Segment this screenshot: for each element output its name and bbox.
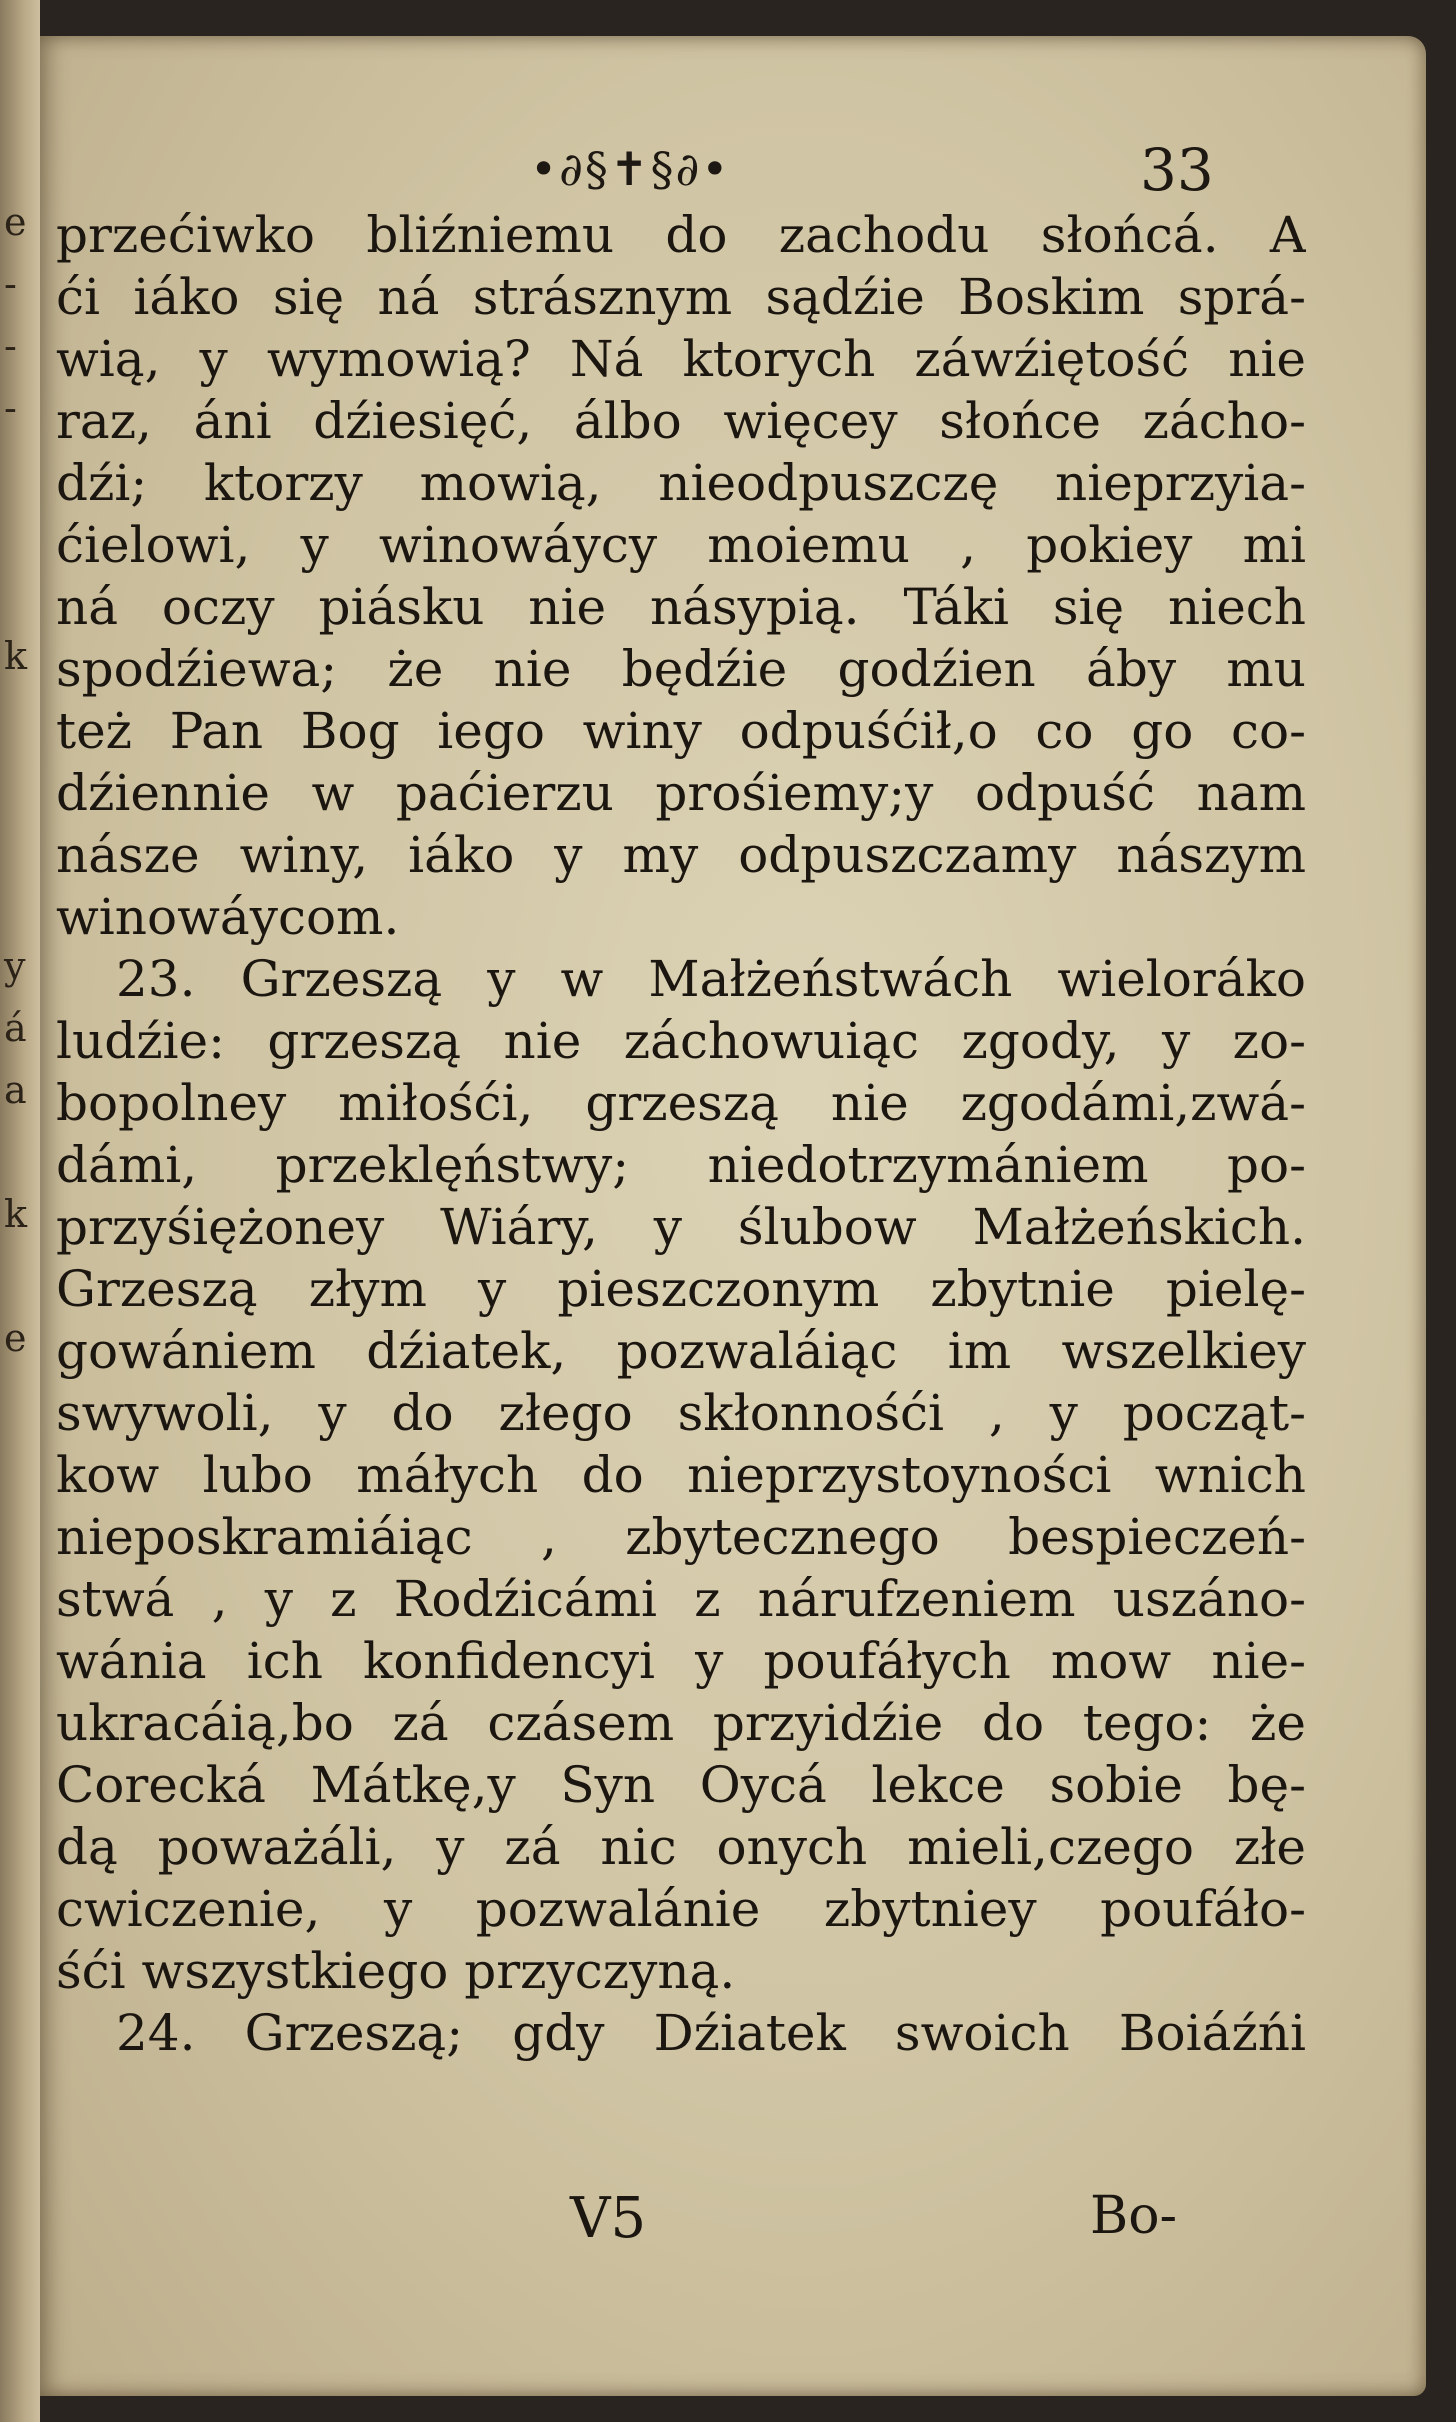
- text-line: dą poważáli, y zá nic onych mieli,czego złe: [56, 1818, 1306, 1876]
- text-line: śći wszystkiego przyczyną.: [56, 1942, 736, 2000]
- text-line: gowániem dźiatek, pozwaláiąc im wszelkiey: [56, 1322, 1306, 1380]
- binding-shadow: [1426, 0, 1456, 2422]
- text-line: Corecká Mátkę,y Syn Oycá lekce sobie bę-: [56, 1756, 1306, 1814]
- text-line: wią, y wymowią? Ná ktorych záwźiętość nie: [56, 330, 1306, 388]
- margin-glyph: -: [4, 324, 17, 368]
- text-line: swywoli, y do złego skłonnośći , y począt-: [56, 1384, 1306, 1442]
- text-line: przyśiężoney Wiáry, y ślubow Małżeńskich.: [56, 1198, 1306, 1256]
- text-line: dámi, przeklęństwy; niedotrzymániem po-: [56, 1136, 1306, 1194]
- text-line: cwiczenie, y pozwalánie zbytniey poufáło-: [56, 1880, 1306, 1938]
- margin-glyph: -: [4, 262, 17, 306]
- text-line: ludźie: grzeszą nie záchowuiąc zgody, y zo-: [56, 1012, 1306, 1070]
- text-line: bopolney miłośći, grzeszą nie zgodámi,zwá-: [56, 1074, 1306, 1132]
- text-line: nieposkramiáiąc , zbytecznego bespieczeń-: [56, 1508, 1306, 1566]
- text-line: raz, áni dźiesięć, álbo więcey słońce zácho-: [56, 392, 1306, 450]
- text-line: kow lubo máłych do nieprzystoyności wnich: [56, 1446, 1306, 1504]
- page-footer: [40, 2186, 1426, 2266]
- text-line: ukracáią,bo zá czásem przyidźie do tego: że: [56, 1694, 1306, 1752]
- text-line: ná oczy piásku nie násypią. Táki się niech: [56, 578, 1306, 636]
- paragraph-start-24: 24. Grzeszą; gdy Dźiatek swoich Boiáźńi: [116, 2004, 1306, 2062]
- text-line: násze winy, iáko y my odpuszczamy nászym: [56, 826, 1306, 884]
- signature-mark: V5: [570, 2186, 647, 2251]
- margin-glyph: k: [4, 634, 28, 678]
- previous-page-margin: [4, 0, 34, 2422]
- margin-glyph: k: [4, 1192, 28, 1236]
- margin-glyph: y: [4, 944, 26, 988]
- margin-glyph: -: [4, 386, 17, 430]
- book-page: [40, 36, 1426, 2396]
- text-line: Grzeszą złym y pieszczonym zbytnie pielę-: [56, 1260, 1306, 1318]
- text-line: ći iáko się ná strásznym sądźie Boskim sprá-: [56, 268, 1306, 326]
- text-line: winowáycom.: [56, 888, 400, 946]
- margin-glyph: a: [4, 1068, 27, 1112]
- text-line: dźi; ktorzy mowią, nieodpuszczę nieprzyia-: [56, 454, 1306, 512]
- paragraph-start-23: 23. Grzeszą y w Małżeństwách wieloráko: [116, 950, 1306, 1008]
- text-line: też Pan Bog iego winy odpuśćił,o co go co-: [56, 702, 1306, 760]
- page-number: 33: [1140, 136, 1214, 204]
- margin-glyph: e: [4, 200, 27, 244]
- text-line: spodźiewa; że nie będźie godźien áby mu: [56, 640, 1306, 698]
- previous-page-edge: [0, 0, 40, 2422]
- text-line: wánia ich konfidencyi y poufáłych mow nie-: [56, 1632, 1306, 1690]
- text-line: dźiennie w paćierzu prośiemy;y odpuść nam: [56, 764, 1306, 822]
- header-ornament: •∂§✝§∂•: [530, 142, 731, 196]
- text-line: przećiwko bliźniemu do zachodu słońcá. A: [56, 206, 1306, 264]
- margin-glyph: e: [4, 1316, 27, 1360]
- body-text: [56, 204, 1306, 2064]
- margin-glyph: á: [4, 1006, 27, 1050]
- text-line: ćielowi, y winowáycy moiemu , pokiey mi: [56, 516, 1306, 574]
- catchword: Bo-: [1090, 2186, 1178, 2246]
- text-line: stwá , y z Rodźicámi z nárufzeniem uszáno-: [56, 1570, 1306, 1628]
